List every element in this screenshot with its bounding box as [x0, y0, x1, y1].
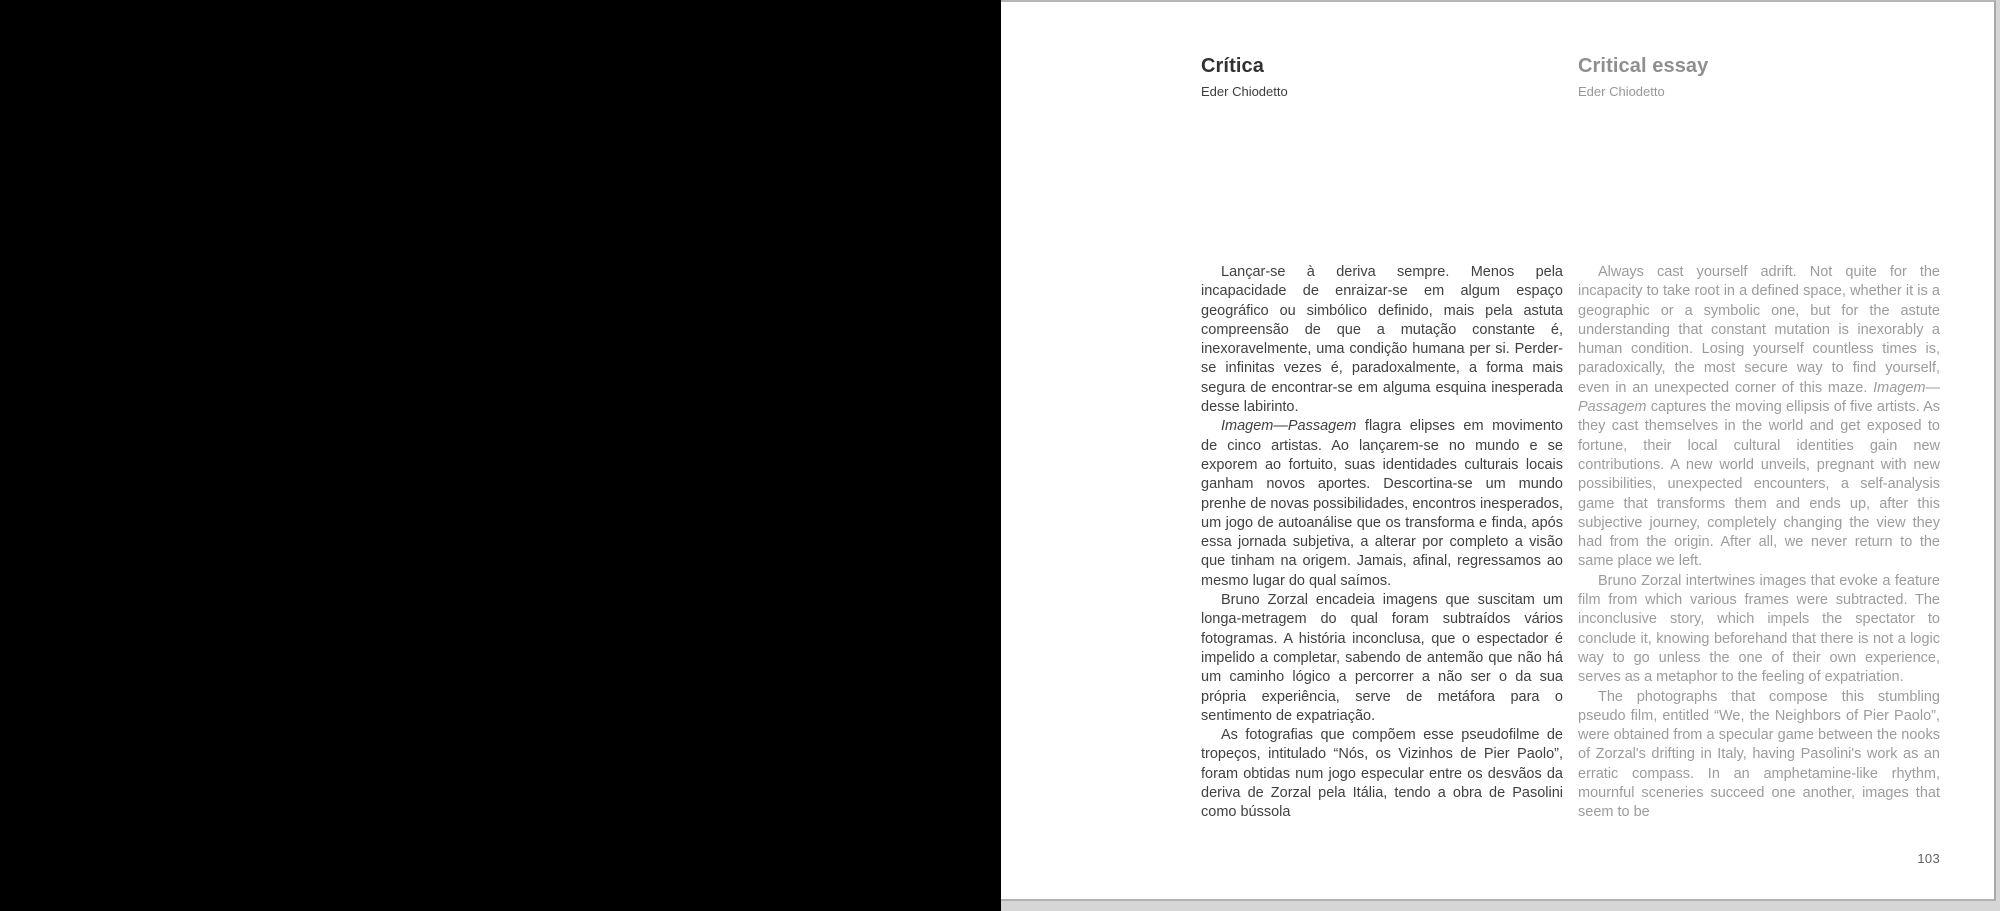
text-run: Bruno Zorzal intertwines images that evoke a feature film from which various frames were subtracted. The inconclusive story, which impels the spectator to conclude it, knowing beforehand that there is not a logic way to go unless the one of their own experience, serves as a metaphor to the feeling of expatriation.: [1578, 572, 1940, 686]
author-name-portuguese: Eder Chiodetto: [1201, 84, 1288, 99]
text-run: captures the moving ellipsis of five artists. As they cast themselves in the world and get exposed to fortune, their local cultural identities gain new contributions. A new world unveils, pregnant with new possibilities, unexpected encounters, a self-analysis game that transforms them and ends up, after this subjective journey, completely changing the view they had from the origin. After all, we never return to the same place we left.: [1578, 399, 1940, 570]
page-number: 103: [1917, 851, 1940, 866]
text-run: The photographs that compose this stumbling pseudo film, entitled “We, the Neighbors of Pier Paolo”, were obtained from a specular game between the nooks of Zorzal's drifting in Italy, having Pasolini's work as an erratic compass. In an amphetamine-like rhythm, mournful sceneries succeed one another, images that seem to be: [1578, 688, 1940, 821]
paragraph: [1578, 263, 1940, 572]
paragraph: [1578, 688, 1940, 823]
paragraph: [1201, 263, 1563, 417]
paragraph: [1201, 591, 1563, 726]
italic-title-run: Imagem—Passagem: [1578, 379, 1940, 416]
right-page: [1001, 0, 1996, 901]
text-run: flagra elipses em movimento de cinco artistas. Ao lançarem-se no mundo e se exporem ao fortuito, suas identidades culturais locais ganham novos aportes. Descortina-se um mundo prenhe de novas possibilidades, encontros inesperados, um jogo de autoanálise que os transforma e finda, após essa jornada subjetiva, a alterar por completo a visão que tinham na origem. Jamais, afinal, regressamos ao mesmo lugar do qual saímos.: [1201, 418, 1563, 589]
text-run: As fotografias que compõem esse pseudofilme de tropeços, intitulado “Nós, os Vizinhos de Pier Paolo”, foram obtidas num jogo especular entre os desvãos da deriva de Zorzal pela Itália, tendo a obra de Pasolini como bússola: [1201, 727, 1563, 821]
author-name-english: Eder Chiodetto: [1578, 84, 1665, 99]
essay-body-portuguese: [1201, 263, 1563, 823]
essay-body-english: [1578, 263, 1940, 823]
text-run: Always cast yourself adrift. Not quite for the incapacity to take root in a defined space, whether it is a geographic or a symbolic one, but for the astute understanding that constant mutation is inexorably a human condition. Losing yourself countless times is, paradoxically, the most secure way to find yourself, even in an unexpected corner of this maze.: [1578, 264, 1940, 396]
italic-title-run: Imagem—Passagem: [1221, 418, 1357, 435]
column-portuguese: [1201, 54, 1563, 821]
paragraph: [1201, 417, 1563, 591]
paragraph: [1578, 572, 1940, 688]
paragraph: [1201, 726, 1563, 822]
section-title-portuguese: Crítica: [1201, 55, 1264, 77]
text-run: Bruno Zorzal encadeia imagens que suscitam um longa-metragem do qual foram subtraídos vários fotogramas. A história inconclusa, que o espectador é impelido a completar, sabendo de antemão que não há um caminho lógico a percorrer a não ser o da sua própria experiência, serve de metáfora para o sentimento de expatriação.: [1201, 592, 1563, 724]
column-english: [1578, 54, 1940, 821]
section-title-english: Critical essay: [1578, 55, 1709, 77]
text-run: Lançar-se à deriva sempre. Menos pela incapacidade de enraizar-se em algum espaço geográfico ou simbólico definido, mais pela astuta compreensão de que a mutação constante é, inexoravelmente, uma condição humana per si. Perder-se infinitas vezes é, paradoxalmente, a forma mais segura de encontrar-se em alguma esquina inesperada desse labirinto.: [1201, 264, 1563, 416]
